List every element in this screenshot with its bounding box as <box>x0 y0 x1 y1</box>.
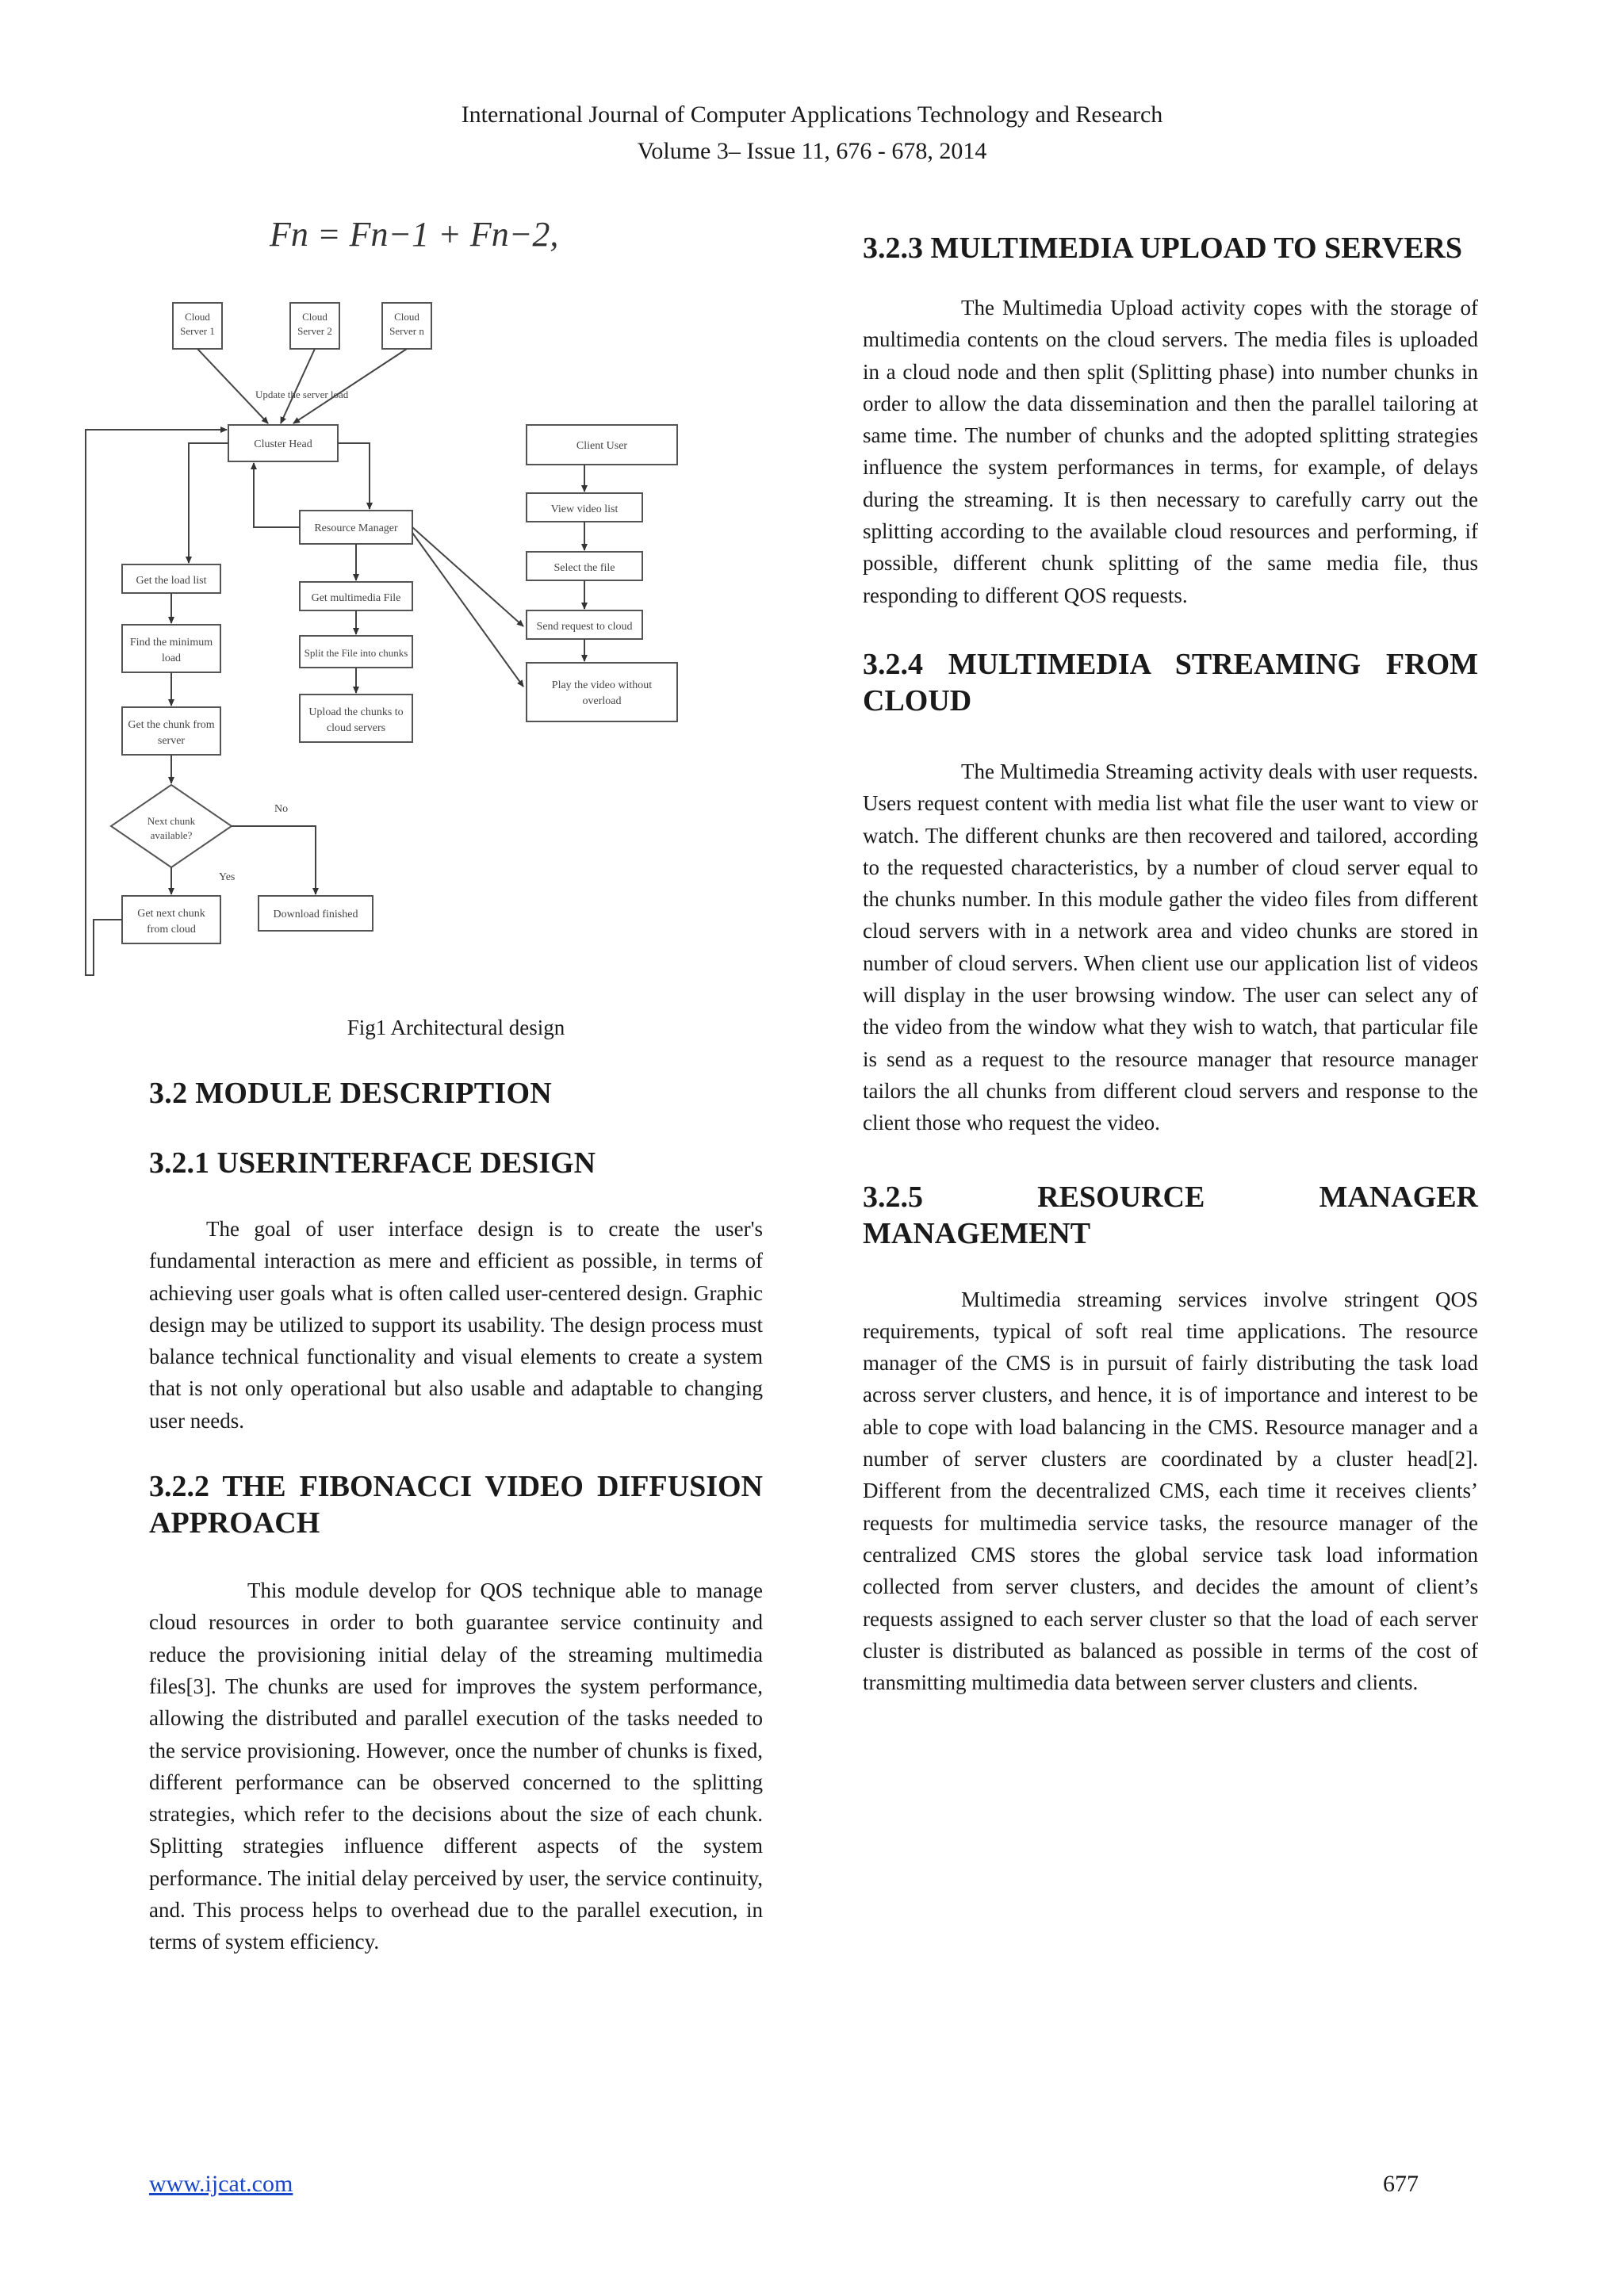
fibonacci-formula: Fn = Fn−1 + Fn−2, <box>270 215 559 254</box>
svg-text:server: server <box>157 735 186 747</box>
section-3-2-4-body: The Multimedia Streaming activity deals with user requests. Users request content with media list what file the user want to view or watch. The different chunks are then recovered and tailored, according to the requested characteristics, by a number of cloud server equal to the chunks number. In this module gather the video files from different cloud servers with in a network area and video chunks are stored in number of cloud servers. When client use our application list of videos will display in the user browsing window. The user can select any of the video from the window what they wish to watch, that particular file is send as a request to the resource manager that resource manager tailors the all chunks from different cloud servers and response to the client those who request the video. <box>863 759 1478 1135</box>
journal-url-link[interactable]: www.ijcat.com <box>149 2171 293 2197</box>
resource-manager-box: Resource Manager <box>314 522 398 534</box>
select-file-box: Select the file <box>553 562 615 574</box>
svg-text:Cloud: Cloud <box>394 311 419 323</box>
section-3-2-1-body: The goal of user interface design is to create the user's fundamental interaction as mere and efficient as possible, in terms of achieving user goals what is often called user-centered design. Graphic design may be utilized to support its usability. The design process must balance technical functionality and visual elements to create a system that is not only operational but also usable and adaptable to changing user needs. <box>149 1217 763 1433</box>
play-video-box: Play the video without <box>551 679 653 691</box>
section-3-2-2-title: 3.2.2 THE FIBONACCI VIDEO DIFFUSION APPROACH <box>149 1470 763 1540</box>
section-3-2-3-body: The Multimedia Upload activity copes with the storage of multimedia contents on the cloud servers. The media files is uploaded in a cloud node and then split (Splitting phase) into number chunks in order to allow the data dissemination and then the parallel tailoring at same time. The number of chunks and the adopted splitting strategies influence the system performances in terms, for example, of delays during the streaming. It is then necessary to carefully carry out the splitting according to the available cloud resources and performing, if possible, different chunk splitting of the same media file, thus responding to different QOS requests. <box>863 296 1478 607</box>
journal-volume: Volume 3– Issue 11, 676 - 678, 2014 <box>637 138 987 164</box>
get-multimedia-file-box: Get multimedia File <box>311 592 401 604</box>
send-request-box: Send request to cloud <box>536 621 633 633</box>
cloud-server-2-box <box>290 303 339 349</box>
section-3-2-3-title: 3.2.3 MULTIMEDIA UPLOAD TO SERVERS <box>863 232 1463 265</box>
right-column <box>863 230 1478 1698</box>
svg-text:Server n: Server n <box>389 325 424 337</box>
section-3-2-5-title: 3.2.5 RESOURCE MANAGER MANAGEMENT <box>863 1180 1478 1250</box>
find-min-load-box: Find the minimum <box>129 637 213 649</box>
get-chunk-server-box: Get the chunk from <box>128 719 215 731</box>
svg-text:overload: overload <box>582 695 622 707</box>
update-load-label: Update the server load <box>255 388 349 400</box>
view-video-list-box: View video list <box>550 503 619 515</box>
journal-header <box>0 97 1624 170</box>
download-finished-box: Download finished <box>273 909 358 920</box>
svg-text:Server 1: Server 1 <box>180 325 215 337</box>
svg-text:from cloud: from cloud <box>147 924 196 936</box>
left-column <box>149 1075 763 1958</box>
svg-text:Cloud: Cloud <box>185 311 210 323</box>
page-number: 677 <box>1383 2171 1419 2197</box>
cluster-head-box: Cluster Head <box>254 438 312 450</box>
section-3-2-1-title: 3.2.1 USERINTERFACE DESIGN <box>149 1146 596 1180</box>
journal-title: International Journal of Computer Applications Technology and Research <box>461 101 1163 128</box>
get-load-list-box: Get the load list <box>136 575 207 587</box>
svg-text:Cloud: Cloud <box>302 311 327 323</box>
no-label: No <box>274 803 289 815</box>
section-3-2-title: 3.2 MODULE DESCRIPTION <box>149 1077 553 1110</box>
get-next-chunk-box: Get next chunk <box>137 908 205 920</box>
client-user-box: Client User <box>576 440 628 452</box>
section-3-2-5-body: Multimedia streaming services involve stringent QOS requirements, typical of soft real time applications. The resource manager of the CMS is in pursuit of fairly distributing the task load across server clusters, and hence, it is of importance and interest to be able to cope with load balancing in the CMS. Resource manager and a number of server clusters are coordinated by a cluster head[2]. Different from the decentralized CMS, each time it receives clients’ requests for multimedia service tasks, the resource manager of the centralized CMS stores the global service task load information collected from server clusters, and decides the amount of client’s requests assigned to each server cluster so that the load of each server cluster is distributed as balanced as possible in terms of the cost of transmitting multimedia data between server clusters and clients. <box>863 1287 1478 1695</box>
upload-chunks-box: Upload the chunks to <box>308 706 404 718</box>
svg-text:available?: available? <box>150 829 193 841</box>
svg-text:load: load <box>161 652 182 664</box>
svg-text:Next chunk: Next chunk <box>147 815 196 827</box>
architecture-flowchart <box>79 208 777 985</box>
section-3-2-2-body: This module develop for QOS technique able to manage cloud resources in order to both guarantee service continuity and reduce the provisioning initial delay of the streaming multimedia files[3]. The chunks are used for improves the system performance, allowing the distributed and parallel execution of the tasks needed to the service provisioning. However, once the number of chunks is fixed, different performance can be observed concerned to the splitting strategies, which refer to the decisions about the size of each chunk. Splitting strategies influence different aspects of the system performance. The initial delay perceived by user, the service continuity, and. This process helps to overhead due to the parallel execution, in terms of system efficiency. <box>149 1578 763 1954</box>
svg-text:Server 2: Server 2 <box>297 325 332 337</box>
yes-label: Yes <box>219 871 236 883</box>
section-3-2-4-title: 3.2.4 MULTIMEDIA STREAMING FROM CLOUD <box>863 647 1478 718</box>
cloud-server-1-box <box>173 303 222 349</box>
cloud-server-n-box <box>382 303 431 349</box>
figure-caption: Fig1 Architectural design <box>347 1016 565 1039</box>
split-file-box: Split the File into chunks <box>304 647 408 659</box>
svg-text:cloud servers: cloud servers <box>326 722 386 734</box>
